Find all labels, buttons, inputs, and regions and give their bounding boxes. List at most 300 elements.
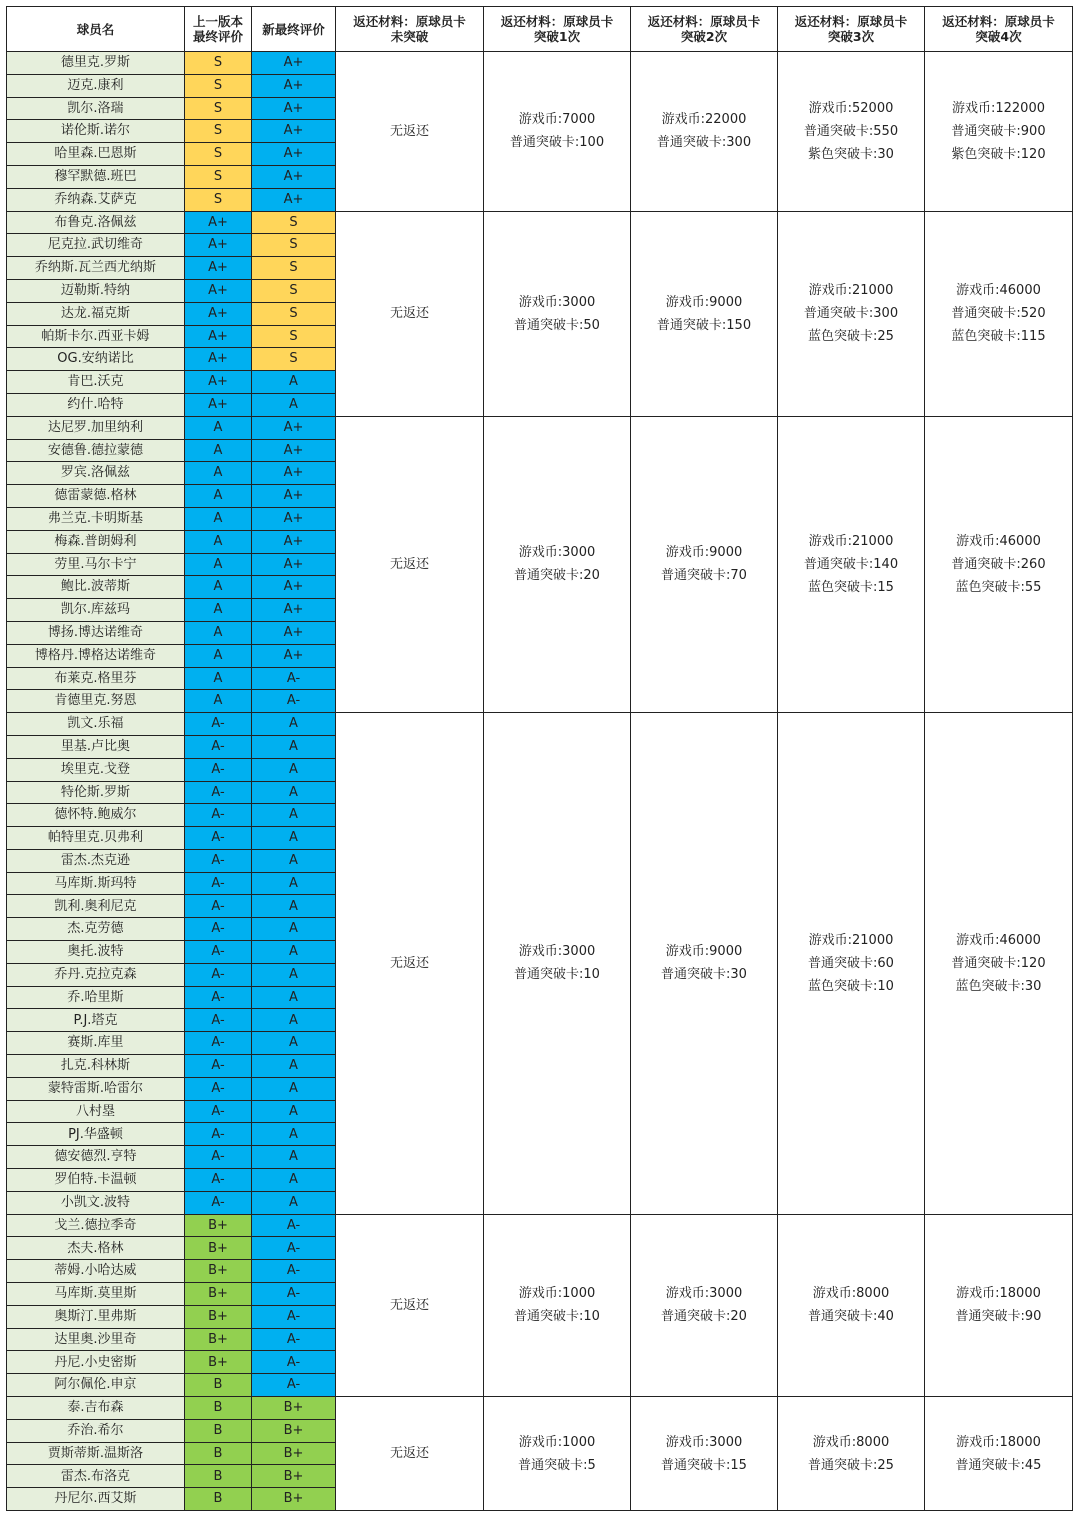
- player-name-cell: 德雷蒙德.格林: [7, 485, 185, 508]
- table-row: [7, 1397, 1073, 1420]
- new-rating-cell: A+: [252, 485, 336, 508]
- player-name-cell: 丹尼.小史密斯: [7, 1351, 185, 1374]
- prev-rating-cell: B: [185, 1488, 252, 1511]
- return-cell-2: [631, 713, 778, 1215]
- return-cell-2: [631, 211, 778, 416]
- player-name-cell: 乔丹.克拉克森: [7, 963, 185, 986]
- return-line: 普通突破卡:5: [518, 1457, 596, 1473]
- new-rating-cell: A: [252, 849, 336, 872]
- player-name-cell: 迈勒斯.特纳: [7, 279, 185, 302]
- new-rating-cell: A: [252, 781, 336, 804]
- return-line: 游戏币:3000: [665, 1434, 743, 1450]
- return-cell-0: [336, 713, 484, 1215]
- return-line: 蓝色突破卡:55: [955, 579, 1042, 595]
- prev-rating-cell: B+: [185, 1351, 252, 1374]
- return-line: 普通突破卡:10: [514, 967, 600, 983]
- player-name-cell: 雷杰.布洛克: [7, 1465, 185, 1488]
- player-name-cell: 奥托.波特: [7, 941, 185, 964]
- prev-rating-cell: A+: [185, 325, 252, 348]
- new-rating-cell: A: [252, 371, 336, 394]
- player-name-cell: 凯文.乐福: [7, 713, 185, 736]
- prev-rating-cell: A-: [185, 713, 252, 736]
- prev-rating-cell: A-: [185, 758, 252, 781]
- header-player-name: 球员名: [7, 7, 185, 52]
- prev-rating-cell: A-: [185, 827, 252, 850]
- return-line: 普通突破卡:10: [514, 1309, 600, 1325]
- return-line: 游戏币:3000: [518, 294, 596, 310]
- return-line: 蓝色突破卡:30: [955, 978, 1042, 994]
- new-rating-cell: A: [252, 713, 336, 736]
- player-name-cell: 乔纳斯.瓦兰西尤纳斯: [7, 257, 185, 280]
- prev-rating-cell: B+: [185, 1237, 252, 1260]
- prev-rating-cell: B: [185, 1419, 252, 1442]
- new-rating-cell: A+: [252, 553, 336, 576]
- player-name-cell: 德安德烈.亨特: [7, 1146, 185, 1169]
- new-rating-cell: A: [252, 1032, 336, 1055]
- player-name-cell: 扎克.科林斯: [7, 1055, 185, 1078]
- new-rating-cell: A-: [252, 1214, 336, 1237]
- rating-return-sheet: [6, 6, 1073, 1511]
- prev-rating-cell: A: [185, 667, 252, 690]
- new-rating-cell: S: [252, 279, 336, 302]
- player-name-cell: 布莱克.格里芬: [7, 667, 185, 690]
- prev-rating-cell: A-: [185, 918, 252, 941]
- player-name-cell: 乔.哈里斯: [7, 986, 185, 1009]
- new-rating-cell: A-: [252, 1283, 336, 1306]
- player-name-cell: 诺伦斯.诺尔: [7, 120, 185, 143]
- new-rating-cell: B+: [252, 1419, 336, 1442]
- return-line: 普通突破卡:100: [509, 135, 605, 151]
- prev-rating-cell: A: [185, 530, 252, 553]
- header-return-0: [336, 7, 484, 52]
- new-rating-cell: A: [252, 735, 336, 758]
- new-rating-cell: A: [252, 1077, 336, 1100]
- return-line: 蓝色突破卡:25: [808, 329, 894, 345]
- return-cell-4: [925, 1397, 1073, 1511]
- prev-rating-cell: A-: [185, 1169, 252, 1192]
- return-cell-1: [484, 1214, 631, 1396]
- return-line: 普通突破卡:300: [656, 135, 752, 151]
- header-return-line: 返还材料：原球员卡: [500, 14, 614, 29]
- new-rating-cell: B+: [252, 1442, 336, 1465]
- return-line: 游戏币:21000: [808, 533, 894, 549]
- player-name-cell: 帕斯卡尔.西亚卡姆: [7, 325, 185, 348]
- return-line: 普通突破卡:30: [661, 967, 747, 983]
- prev-rating-cell: A-: [185, 849, 252, 872]
- player-name-cell: 迈克.康利: [7, 74, 185, 97]
- prev-rating-cell: S: [185, 52, 252, 75]
- return-cell-0: [336, 416, 484, 712]
- header-return-3: [778, 7, 925, 52]
- player-name-cell: 戈兰.德拉季奇: [7, 1214, 185, 1237]
- return-line: 游戏币:7000: [518, 112, 596, 128]
- return-line: 普通突破卡:60: [808, 955, 894, 971]
- return-line: 无返还: [389, 955, 429, 971]
- prev-rating-cell: S: [185, 74, 252, 97]
- player-name-cell: 布鲁克.洛佩兹: [7, 211, 185, 234]
- return-line: 游戏币:21000: [808, 283, 894, 299]
- return-line: 游戏币:8000: [812, 1434, 890, 1450]
- prev-rating-cell: B+: [185, 1328, 252, 1351]
- header-return-line: 未突破: [390, 29, 429, 44]
- new-rating-cell: A: [252, 758, 336, 781]
- player-name-cell: 德里克.罗斯: [7, 52, 185, 75]
- return-line: 游戏币:21000: [808, 932, 894, 948]
- prev-rating-cell: A-: [185, 1100, 252, 1123]
- prev-rating-cell: A+: [185, 393, 252, 416]
- prev-rating-cell: A-: [185, 1191, 252, 1214]
- prev-rating-cell: A+: [185, 234, 252, 257]
- prev-rating-cell: A-: [185, 1009, 252, 1032]
- player-name-cell: 弗兰克.卡明斯基: [7, 507, 185, 530]
- player-name-cell: 杰夫.格林: [7, 1237, 185, 1260]
- new-rating-cell: A: [252, 1009, 336, 1032]
- return-line: 游戏币:9000: [665, 294, 743, 310]
- return-cell-0: [336, 1214, 484, 1396]
- prev-rating-cell: A: [185, 416, 252, 439]
- return-line: 紫色突破卡:30: [808, 146, 894, 162]
- prev-rating-cell: A-: [185, 735, 252, 758]
- return-cell-3: [778, 416, 925, 712]
- return-cell-0: [336, 211, 484, 416]
- new-rating-cell: A+: [252, 439, 336, 462]
- player-name-cell: 乔治.希尔: [7, 1419, 185, 1442]
- prev-rating-cell: A-: [185, 1146, 252, 1169]
- player-name-cell: 雷杰.杰克逊: [7, 849, 185, 872]
- new-rating-cell: B+: [252, 1465, 336, 1488]
- new-rating-cell: A: [252, 895, 336, 918]
- new-rating-cell: A+: [252, 644, 336, 667]
- return-line: 普通突破卡:25: [808, 1457, 894, 1473]
- player-name-cell: 博扬.博达诺维奇: [7, 621, 185, 644]
- prev-rating-cell: A+: [185, 348, 252, 371]
- player-name-cell: 肯巴.沃克: [7, 371, 185, 394]
- return-line: 普通突破卡:70: [661, 568, 747, 584]
- return-line: 游戏币:1000: [518, 1286, 596, 1302]
- return-line: 游戏币:3000: [518, 545, 596, 561]
- new-rating-cell: A: [252, 918, 336, 941]
- return-cell-3: [778, 52, 925, 212]
- prev-rating-cell: A-: [185, 986, 252, 1009]
- return-cell-2: [631, 1397, 778, 1511]
- table-row: [7, 211, 1073, 234]
- prev-rating-cell: B+: [185, 1214, 252, 1237]
- player-name-cell: 帕特里克.贝弗利: [7, 827, 185, 850]
- return-line: 紫色突破卡:120: [951, 146, 1046, 162]
- prev-rating-cell: S: [185, 143, 252, 166]
- prev-rating-cell: A: [185, 599, 252, 622]
- return-line: 普通突破卡:45: [955, 1457, 1042, 1473]
- player-name-cell: 丹尼尔.西艾斯: [7, 1488, 185, 1511]
- header-return-line: 返还材料：原球员卡: [942, 14, 1055, 29]
- player-name-cell: 贾斯蒂斯.温斯洛: [7, 1442, 185, 1465]
- prev-rating-cell: B: [185, 1374, 252, 1397]
- new-rating-cell: A: [252, 1146, 336, 1169]
- return-line: 普通突破卡:140: [803, 556, 899, 572]
- return-cell-1: [484, 416, 631, 712]
- player-name-cell: 劳里.马尔卡宁: [7, 553, 185, 576]
- return-line: 无返还: [389, 306, 429, 322]
- return-cell-2: [631, 1214, 778, 1396]
- return-line: 游戏币:46000: [956, 533, 1041, 549]
- table-row: [7, 416, 1073, 439]
- new-rating-cell: A+: [252, 120, 336, 143]
- new-rating-cell: A+: [252, 52, 336, 75]
- new-rating-cell: A+: [252, 143, 336, 166]
- return-cell-1: [484, 52, 631, 212]
- return-cell-2: [631, 416, 778, 712]
- new-rating-cell: A+: [252, 507, 336, 530]
- new-rating-cell: A+: [252, 165, 336, 188]
- header-return-4: [925, 7, 1073, 52]
- prev-rating-cell: A: [185, 690, 252, 713]
- prev-rating-cell: A+: [185, 302, 252, 325]
- prev-rating-cell: A: [185, 507, 252, 530]
- player-name-cell: 鲍比.波蒂斯: [7, 576, 185, 599]
- header-return-line: 突破1次: [533, 29, 581, 44]
- new-rating-cell: A: [252, 872, 336, 895]
- return-line: 无返还: [389, 1297, 429, 1313]
- player-name-cell: 凯利.奥利尼克: [7, 895, 185, 918]
- return-line: 无返还: [389, 123, 429, 139]
- new-rating-cell: A-: [252, 1351, 336, 1374]
- new-rating-cell: A+: [252, 97, 336, 120]
- return-line: 蓝色突破卡:115: [951, 329, 1046, 345]
- return-line: 普通突破卡:520: [951, 306, 1046, 322]
- new-rating-cell: A: [252, 827, 336, 850]
- prev-rating-cell: A: [185, 576, 252, 599]
- prev-rating-cell: S: [185, 188, 252, 211]
- return-line: 游戏币:18000: [956, 1434, 1041, 1450]
- prev-rating-cell: B+: [185, 1283, 252, 1306]
- header-return-line: 突破3次: [827, 29, 875, 44]
- return-cell-1: [484, 211, 631, 416]
- return-cell-2: [631, 52, 778, 212]
- table-row: [7, 52, 1073, 75]
- new-rating-cell: A-: [252, 1305, 336, 1328]
- player-name-cell: 哈里森.巴恩斯: [7, 143, 185, 166]
- header-return-1: [484, 7, 631, 52]
- return-line: 普通突破卡:120: [951, 955, 1046, 971]
- new-rating-cell: A+: [252, 416, 336, 439]
- prev-rating-cell: A: [185, 462, 252, 485]
- new-rating-cell: S: [252, 211, 336, 234]
- prev-rating-cell: A-: [185, 941, 252, 964]
- prev-rating-cell: B: [185, 1442, 252, 1465]
- return-line: 普通突破卡:20: [514, 568, 600, 584]
- return-line: 游戏币:18000: [956, 1286, 1041, 1302]
- new-rating-cell: B+: [252, 1488, 336, 1511]
- new-rating-cell: A: [252, 1055, 336, 1078]
- return-cell-1: [484, 1397, 631, 1511]
- new-rating-cell: A-: [252, 1328, 336, 1351]
- return-line: 普通突破卡:50: [514, 317, 600, 333]
- new-rating-cell: A+: [252, 462, 336, 485]
- prev-rating-cell: A: [185, 644, 252, 667]
- new-rating-cell: A-: [252, 690, 336, 713]
- player-name-cell: 小凯文.波特: [7, 1191, 185, 1214]
- player-name-cell: 特伦斯.罗斯: [7, 781, 185, 804]
- return-cell-3: [778, 1397, 925, 1511]
- new-rating-cell: S: [252, 325, 336, 348]
- new-rating-cell: A-: [252, 667, 336, 690]
- player-name-cell: PJ.华盛顿: [7, 1123, 185, 1146]
- prev-rating-cell: A: [185, 439, 252, 462]
- player-name-cell: 八村塁: [7, 1100, 185, 1123]
- prev-rating-cell: A-: [185, 963, 252, 986]
- return-cell-4: [925, 1214, 1073, 1396]
- new-rating-cell: A: [252, 1191, 336, 1214]
- player-name-cell: P.J.塔克: [7, 1009, 185, 1032]
- header-return-line: 突破4次: [975, 29, 1022, 44]
- prev-rating-cell: S: [185, 97, 252, 120]
- new-rating-cell: A: [252, 393, 336, 416]
- player-name-cell: 奥斯汀.里弗斯: [7, 1305, 185, 1328]
- prev-rating-cell: A: [185, 621, 252, 644]
- player-name-cell: 蒂姆.小哈达威: [7, 1260, 185, 1283]
- return-line: 游戏币:9000: [665, 944, 743, 960]
- player-name-cell: 埃里克.戈登: [7, 758, 185, 781]
- prev-rating-cell: S: [185, 165, 252, 188]
- new-rating-cell: S: [252, 257, 336, 280]
- return-line: 普通突破卡:260: [951, 556, 1046, 572]
- return-line: 游戏币:46000: [956, 932, 1041, 948]
- player-name-cell: 马库斯.莫里斯: [7, 1283, 185, 1306]
- table-body: [7, 52, 1073, 1511]
- player-name-cell: 德怀特.鲍威尔: [7, 804, 185, 827]
- header-return-line: 返还材料：原球员卡: [647, 14, 761, 29]
- new-rating-cell: B+: [252, 1397, 336, 1420]
- prev-rating-cell: A-: [185, 1123, 252, 1146]
- header-new-rating: 新最终评价: [252, 7, 336, 52]
- return-cell-1: [484, 713, 631, 1215]
- return-line: 游戏币:46000: [956, 283, 1041, 299]
- new-rating-cell: A: [252, 804, 336, 827]
- table-row: [7, 713, 1073, 736]
- return-line: 游戏币:8000: [812, 1286, 890, 1302]
- player-name-cell: 尼克拉.武切维奇: [7, 234, 185, 257]
- player-name-cell: OG.安纳诺比: [7, 348, 185, 371]
- header-return-2: [631, 7, 778, 52]
- prev-rating-cell: A: [185, 485, 252, 508]
- new-rating-cell: S: [252, 234, 336, 257]
- header-row: [7, 7, 1073, 52]
- prev-rating-cell: A+: [185, 279, 252, 302]
- player-name-cell: 博格丹.博格达诺维奇: [7, 644, 185, 667]
- return-line: 普通突破卡:90: [955, 1309, 1042, 1325]
- prev-rating-cell: A+: [185, 257, 252, 280]
- player-name-cell: 罗宾.洛佩兹: [7, 462, 185, 485]
- new-rating-cell: A: [252, 1169, 336, 1192]
- player-name-cell: 凯尔.洛瑞: [7, 97, 185, 120]
- header-return-line: 返还材料：原球员卡: [353, 14, 466, 29]
- return-line: 无返还: [389, 556, 429, 572]
- return-line: 游戏币:52000: [808, 100, 894, 116]
- prev-rating-cell: S: [185, 120, 252, 143]
- new-rating-cell: A: [252, 941, 336, 964]
- return-cell-3: [778, 211, 925, 416]
- prev-rating-cell: B: [185, 1465, 252, 1488]
- return-line: 游戏币:9000: [665, 545, 743, 561]
- new-rating-cell: A-: [252, 1374, 336, 1397]
- new-rating-cell: A-: [252, 1237, 336, 1260]
- rating-table: [6, 6, 1073, 1511]
- return-cell-4: [925, 52, 1073, 212]
- return-cell-0: [336, 1397, 484, 1511]
- return-line: 普通突破卡:900: [951, 123, 1046, 139]
- prev-rating-cell: A+: [185, 211, 252, 234]
- new-rating-cell: A: [252, 963, 336, 986]
- prev-rating-cell: A-: [185, 804, 252, 827]
- player-name-cell: 肯德里克.努恩: [7, 690, 185, 713]
- prev-rating-cell: A-: [185, 1077, 252, 1100]
- new-rating-cell: S: [252, 302, 336, 325]
- player-name-cell: 达里奥.沙里奇: [7, 1328, 185, 1351]
- player-name-cell: 梅森.普朗姆利: [7, 530, 185, 553]
- header-return-line: 返还材料：原球员卡: [794, 14, 908, 29]
- prev-rating-cell: B+: [185, 1305, 252, 1328]
- return-line: 普通突破卡:150: [656, 317, 752, 333]
- header-prev-rating: [185, 7, 252, 52]
- new-rating-cell: A+: [252, 576, 336, 599]
- return-cell-4: [925, 713, 1073, 1215]
- player-name-cell: 乔纳森.艾萨克: [7, 188, 185, 211]
- header-prev-rating-line: 最终评价: [192, 29, 243, 44]
- prev-rating-cell: A-: [185, 1055, 252, 1078]
- return-line: 普通突破卡:300: [803, 306, 899, 322]
- player-name-cell: 穆罕默德.班巴: [7, 165, 185, 188]
- new-rating-cell: A-: [252, 1260, 336, 1283]
- player-name-cell: 罗伯特.卡温顿: [7, 1169, 185, 1192]
- return-line: 游戏币:3000: [665, 1286, 743, 1302]
- return-line: 普通突破卡:40: [808, 1309, 894, 1325]
- new-rating-cell: A+: [252, 188, 336, 211]
- prev-rating-cell: A-: [185, 872, 252, 895]
- header-return-line: 突破2次: [680, 29, 728, 44]
- table-row: [7, 1214, 1073, 1237]
- new-rating-cell: A: [252, 986, 336, 1009]
- player-name-cell: 泰.吉布森: [7, 1397, 185, 1420]
- prev-rating-cell: A-: [185, 1032, 252, 1055]
- return-cell-4: [925, 211, 1073, 416]
- prev-rating-cell: A-: [185, 895, 252, 918]
- player-name-cell: 凯尔.库兹玛: [7, 599, 185, 622]
- player-name-cell: 达尼罗.加里纳利: [7, 416, 185, 439]
- player-name-cell: 达龙.福克斯: [7, 302, 185, 325]
- new-rating-cell: A+: [252, 621, 336, 644]
- player-name-cell: 杰.克劳德: [7, 918, 185, 941]
- new-rating-cell: A+: [252, 599, 336, 622]
- new-rating-cell: A+: [252, 74, 336, 97]
- player-name-cell: 约什.哈特: [7, 393, 185, 416]
- return-line: 游戏币:3000: [518, 944, 596, 960]
- return-line: 蓝色突破卡:10: [808, 978, 894, 994]
- prev-rating-cell: B+: [185, 1260, 252, 1283]
- prev-rating-cell: A-: [185, 781, 252, 804]
- prev-rating-cell: B: [185, 1397, 252, 1420]
- return-cell-3: [778, 1214, 925, 1396]
- return-line: 普通突破卡:15: [661, 1457, 747, 1473]
- new-rating-cell: A+: [252, 530, 336, 553]
- player-name-cell: 安德鲁.德拉蒙德: [7, 439, 185, 462]
- return-line: 普通突破卡:550: [803, 123, 899, 139]
- new-rating-cell: A: [252, 1123, 336, 1146]
- return-line: 蓝色突破卡:15: [808, 579, 894, 595]
- return-line: 游戏币:1000: [518, 1434, 596, 1450]
- player-name-cell: 阿尔佩伦.申京: [7, 1374, 185, 1397]
- player-name-cell: 赛斯.库里: [7, 1032, 185, 1055]
- player-name-cell: 里基.卢比奥: [7, 735, 185, 758]
